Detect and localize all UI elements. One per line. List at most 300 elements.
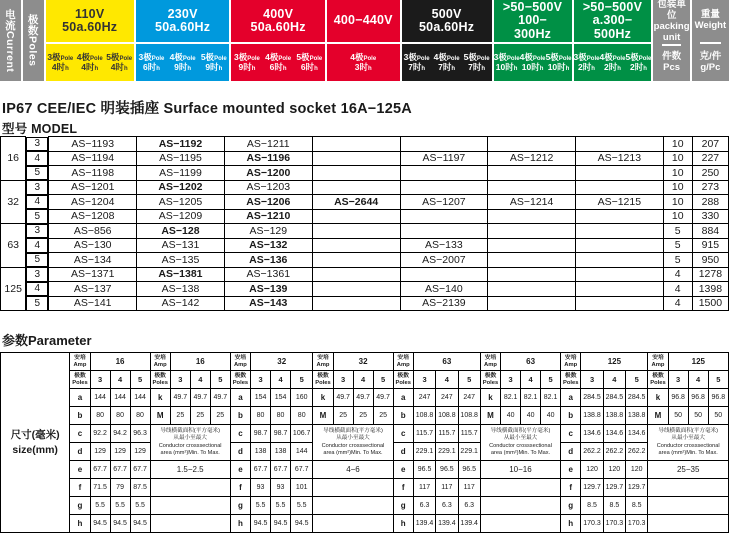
model-cell-100-300hz — [488, 180, 576, 195]
voltage-label-line: 50a.60Hz — [155, 20, 211, 34]
dimension-value: 96.8 — [668, 389, 688, 407]
poles-header-en: Poles — [482, 379, 499, 386]
pole-hour-cell — [625, 44, 651, 81]
dimension-label: M — [150, 407, 170, 425]
model-cell-400v: AS−139 — [224, 282, 312, 297]
poles-cell: 5 — [26, 253, 48, 268]
amp-header-cn: 安培 — [564, 354, 577, 361]
dimension-value: 138 — [271, 443, 291, 461]
pole-count: 4极Pole — [169, 51, 196, 62]
amp-header-cn: 安培 — [154, 354, 166, 361]
model-cell-400v: AS−143 — [224, 296, 312, 311]
model-cell-300-500hz — [575, 296, 663, 311]
model-cell-300-500hz — [575, 253, 663, 268]
pole-hour-row — [46, 42, 134, 81]
conductor-range: 10−16 — [480, 461, 560, 479]
voltage-label — [402, 0, 492, 42]
pole-hour-cell — [136, 44, 167, 81]
dimension-value: 129 — [90, 443, 110, 461]
poles-cell: 4 — [26, 195, 48, 210]
pole-count: 5极Pole — [200, 51, 227, 62]
voltage-column-110v — [46, 0, 134, 81]
model-cell-400-440v — [312, 180, 400, 195]
clock-hour: 6时h — [142, 61, 160, 72]
model-cell-110v: AS−1204 — [49, 195, 137, 210]
dimension-value: 96.3 — [130, 425, 150, 443]
model-cell-500v: AS−2007 — [400, 253, 488, 268]
dimension-value: 106.7 — [291, 425, 313, 443]
weight-cell: 1500 — [692, 296, 728, 311]
dimension-value: 6.3 — [413, 497, 435, 515]
dimension-label: f — [561, 479, 581, 497]
pole-hour-row — [327, 42, 400, 81]
dimension-value: 108.8 — [458, 407, 480, 425]
table-row — [1, 151, 729, 166]
model-cell-400-440v — [312, 224, 400, 239]
pole-number: 5 — [626, 371, 648, 389]
poles-header-cn: 极数 — [317, 372, 329, 379]
dimension-value: 5.5 — [130, 497, 150, 515]
dimension-value: 40 — [501, 407, 521, 425]
poles-header-cn: 极数 — [397, 372, 410, 379]
conductor-en2: area (mm²)Min. To Max. — [658, 449, 718, 456]
dimension-value: 96.8 — [708, 389, 728, 407]
pole-number: 3 — [581, 371, 603, 389]
poles-cell: 3 — [26, 224, 48, 239]
amp-header-label — [230, 353, 250, 371]
weight-cell: 288 — [692, 195, 728, 210]
parameter-row — [1, 497, 729, 515]
pole-hour-row — [402, 42, 492, 81]
poles-header-label — [648, 371, 668, 389]
dimension-value: 115.7 — [436, 425, 458, 443]
model-cell-400-440v — [312, 296, 400, 311]
dimension-value: 108.8 — [436, 407, 458, 425]
conductor-note — [648, 425, 729, 461]
packing-pcs-cell: 5 — [663, 238, 692, 253]
dimension-label: d — [393, 443, 413, 461]
dimension-label: e — [230, 461, 250, 479]
dimension-value: 129.7 — [626, 479, 648, 497]
size-header-cn: 尺寸(毫米) — [10, 429, 60, 442]
empty-cell — [648, 515, 729, 533]
dimension-value: 49.7 — [353, 389, 373, 407]
voltage-label-line: 400−440V — [333, 13, 393, 28]
model-cell-100-300hz — [488, 209, 576, 224]
model-cell-400v: AS−1206 — [224, 195, 312, 210]
dimension-value: 80 — [130, 407, 150, 425]
model-cell-230v: AS−1202 — [137, 180, 225, 195]
dimension-value: 138.8 — [603, 407, 625, 425]
pole-number: 3 — [413, 371, 435, 389]
packing-pcs-cn: 件数 — [662, 51, 682, 63]
pole-count: 3极Pole — [573, 51, 600, 62]
empty-cell — [480, 515, 560, 533]
amp-header-cn: 安培 — [74, 354, 86, 361]
dimension-label: k — [480, 389, 500, 407]
poles-header-label — [480, 371, 500, 389]
empty-cell — [313, 479, 393, 497]
dimension-value: 67.7 — [291, 461, 313, 479]
model-cell-500v — [400, 137, 488, 152]
amp-header-label — [648, 353, 668, 371]
pole-hour-cell — [294, 44, 325, 81]
packing-pcs-cell: 10 — [663, 151, 692, 166]
dimension-value: 93 — [271, 479, 291, 497]
packing-pcs-cell: 10 — [663, 166, 692, 181]
packing-pcs-cell: 5 — [663, 224, 692, 239]
model-cell-100-300hz: AS−1212 — [488, 151, 576, 166]
dimension-value: 92.2 — [90, 425, 110, 443]
pole-count: 4极Pole — [76, 51, 103, 62]
pole-hour-cell — [520, 44, 546, 81]
dimension-value: 50 — [708, 407, 728, 425]
dimension-value: 229.1 — [458, 443, 480, 461]
poles-header-cn: 极数 — [74, 372, 86, 379]
voltage-label-line: 50a.60Hz — [419, 20, 475, 34]
dimension-value: 6.3 — [436, 497, 458, 515]
model-cell-300-500hz — [575, 267, 663, 282]
conductor-en2: area (mm²)Min. To Max. — [323, 449, 383, 456]
dimension-value: 94.5 — [271, 515, 291, 533]
pole-hour-cell — [231, 44, 262, 81]
amp-value: 16 — [90, 353, 150, 371]
packing-pcs-cell: 10 — [663, 209, 692, 224]
pole-count: 5极Pole — [296, 51, 323, 62]
dimension-value: 262.2 — [626, 443, 648, 461]
dimension-label: g — [561, 497, 581, 515]
amperage-cell: 32 — [1, 180, 26, 224]
dimension-value: 170.3 — [581, 515, 603, 533]
pole-count: 5极Pole — [106, 51, 133, 62]
model-cell-100-300hz — [488, 267, 576, 282]
model-cell-110v: AS−1193 — [49, 137, 137, 152]
parameter-row — [1, 425, 729, 443]
clock-hour: 2时h — [629, 61, 647, 72]
dimension-value: 96.5 — [458, 461, 480, 479]
model-cell-100-300hz — [488, 238, 576, 253]
dimension-value: 80 — [110, 407, 130, 425]
pole-hour-cell — [494, 44, 520, 81]
model-cell-300-500hz — [575, 282, 663, 297]
pole-hour-cell — [402, 44, 432, 81]
model-cell-230v: AS−1199 — [137, 166, 225, 181]
dimension-value: 80 — [90, 407, 110, 425]
poles-header-en: Poles — [232, 379, 249, 386]
conductor-cn1: 导线横截面积(平方毫米) — [323, 427, 383, 434]
dimension-value: 129.7 — [581, 479, 603, 497]
dimension-value: 82.1 — [521, 389, 541, 407]
dimension-value: 96.8 — [688, 389, 708, 407]
amp-header-cn: 安培 — [397, 354, 410, 361]
dimension-value: 49.7 — [170, 389, 190, 407]
poles-header-en: Poles — [563, 379, 579, 386]
pole-count: 4极Pole — [265, 51, 292, 62]
weight-en: Weight — [694, 20, 727, 31]
pole-count: 3极Pole — [138, 51, 165, 62]
conductor-note — [480, 425, 560, 461]
packing-pcs-cell: 4 — [663, 282, 692, 297]
dimension-value: 144 — [130, 389, 150, 407]
dimension-label: h — [70, 515, 90, 533]
dimension-value: 170.3 — [626, 515, 648, 533]
poles-header-en: Poles — [72, 379, 88, 386]
dimension-value: 94.2 — [110, 425, 130, 443]
empty-cell — [150, 497, 230, 515]
model-cell-500v: AS−140 — [400, 282, 488, 297]
voltage-label — [327, 0, 400, 42]
clock-hour: 9时h — [174, 61, 192, 72]
model-cell-400-440v — [312, 282, 400, 297]
packing-unit-en1: packing — [653, 20, 690, 32]
poles-cell: 4 — [26, 282, 48, 297]
pole-number: 4 — [353, 371, 373, 389]
dimension-value: 108.8 — [413, 407, 435, 425]
voltage-label-line: >50−500V — [502, 0, 563, 14]
pole-hour-cell — [462, 44, 492, 81]
model-cell-110v: AS−1201 — [49, 180, 137, 195]
table-row — [1, 253, 729, 268]
pole-number: 4 — [688, 371, 708, 389]
amp-header-en: Amp — [316, 361, 330, 368]
dimension-value: 154 — [251, 389, 271, 407]
dimension-label: k — [150, 389, 170, 407]
conductor-range: 25−35 — [648, 461, 729, 479]
dimension-value: 117 — [436, 479, 458, 497]
table-row — [1, 296, 729, 311]
model-cell-500v — [400, 224, 488, 239]
amp-value: 32 — [333, 353, 393, 371]
dimension-value: 50 — [668, 407, 688, 425]
pole-count: 3极Pole — [47, 51, 74, 62]
poles-header-label — [70, 371, 90, 389]
dimension-value: 101 — [291, 479, 313, 497]
parameter-row — [1, 479, 729, 497]
dimension-value: 98.7 — [251, 425, 271, 443]
dimension-label: d — [70, 443, 90, 461]
pole-number: 5 — [291, 371, 313, 389]
model-cell-400-440v: AS−2644 — [312, 195, 400, 210]
amp-header-cn: 安培 — [652, 354, 664, 361]
model-section-title: 型号 MODEL — [2, 122, 78, 136]
model-cell-400v: AS−1211 — [224, 137, 312, 152]
model-cell-100-300hz — [488, 137, 576, 152]
poles-cell: 3 — [26, 180, 48, 195]
voltage-label-line: 500V — [431, 6, 462, 21]
conductor-en2: area (mm²)Min. To Max. — [490, 449, 551, 456]
packing-pcs — [662, 44, 681, 81]
amp-header-cn: 安培 — [317, 354, 329, 361]
clock-hour: 6时h — [269, 61, 287, 72]
empty-cell — [150, 479, 230, 497]
dimension-value: 6.3 — [458, 497, 480, 515]
dimension-value: 247 — [458, 389, 480, 407]
poles-cell: 4 — [26, 238, 48, 253]
pole-hour-cell — [104, 44, 133, 81]
poles-cell: 3 — [26, 137, 48, 152]
poles-cell: 5 — [26, 296, 48, 311]
model-cell-110v: AS−1198 — [49, 166, 137, 181]
voltage-label-line: a.300− — [592, 13, 633, 28]
voltage-label-line: 230V — [167, 6, 198, 21]
dimension-value: 134.6 — [626, 425, 648, 443]
voltage-label — [574, 0, 652, 42]
model-cell-230v: AS−1192 — [137, 137, 225, 152]
dimension-value: 40 — [521, 407, 541, 425]
voltage-column-50-500v-100-300hz — [494, 0, 572, 81]
poles-cell: 4 — [26, 151, 48, 166]
pole-count: 4极Pole — [350, 51, 377, 62]
pole-count: 4极Pole — [519, 51, 546, 62]
dimension-value: 5.5 — [271, 497, 291, 515]
model-cell-230v: AS−135 — [137, 253, 225, 268]
amp-header-en: Amp — [484, 361, 497, 368]
model-cell-230v: AS−1205 — [137, 195, 225, 210]
dimension-value: 67.7 — [251, 461, 271, 479]
model-cell-110v: AS−137 — [49, 282, 137, 297]
weight-title — [695, 0, 727, 42]
pole-hour-cell — [432, 44, 462, 81]
poles-header-label — [313, 371, 333, 389]
pole-hour-cell — [546, 44, 572, 81]
clock-hour: 9时h — [238, 61, 256, 72]
weight-unit-en: g/Pc — [700, 61, 721, 73]
dimension-value: 138 — [251, 443, 271, 461]
pole-number: 3 — [251, 371, 271, 389]
dimension-value: 115.7 — [413, 425, 435, 443]
dimension-value: 49.7 — [373, 389, 393, 407]
model-cell-100-300hz — [488, 296, 576, 311]
model-cell-230v: AS−142 — [137, 296, 225, 311]
dimension-value: 67.7 — [90, 461, 110, 479]
table-row — [1, 180, 729, 195]
dimension-value: 134.6 — [581, 425, 603, 443]
empty-cell — [313, 515, 393, 533]
dimension-value: 139.4 — [458, 515, 480, 533]
weight-cell: 884 — [692, 224, 728, 239]
dimension-label: g — [230, 497, 250, 515]
voltage-label-line: >50−500V — [582, 0, 643, 14]
dimension-value: 93 — [251, 479, 271, 497]
dimension-value: 8.5 — [603, 497, 625, 515]
clock-hour: 10时h — [495, 61, 518, 72]
pole-count: 4极Pole — [599, 51, 626, 62]
voltage-column-400-440v — [327, 0, 400, 81]
model-cell-110v: AS−1194 — [49, 151, 137, 166]
pole-hour-cell — [574, 44, 600, 81]
dimension-value: 94.5 — [291, 515, 313, 533]
model-cell-100-300hz — [488, 224, 576, 239]
model-cell-400-440v — [312, 209, 400, 224]
packing-pcs-en: Pcs — [663, 62, 681, 74]
amp-header-en: Amp — [396, 361, 410, 368]
poles-cell: 5 — [26, 166, 48, 181]
model-cell-400-440v — [312, 151, 400, 166]
amp-header-label — [561, 353, 581, 371]
dimension-value: 117 — [458, 479, 480, 497]
weight-cell: 250 — [692, 166, 728, 181]
header-label-current — [0, 0, 21, 81]
model-cell-400v: AS−136 — [224, 253, 312, 268]
model-cell-500v — [400, 209, 488, 224]
model-cell-400v: AS−129 — [224, 224, 312, 239]
model-cell-500v: AS−133 — [400, 238, 488, 253]
dimension-value: 25 — [210, 407, 230, 425]
dimension-value: 229.1 — [436, 443, 458, 461]
poles-cell: 5 — [26, 209, 48, 224]
dimension-label: h — [230, 515, 250, 533]
model-cell-110v: AS−1208 — [49, 209, 137, 224]
dimension-label: f — [230, 479, 250, 497]
amp-header-cn: 安培 — [484, 354, 497, 361]
dimension-value: 5.5 — [291, 497, 313, 515]
voltage-label-line: 400V — [263, 6, 294, 21]
dimension-label: e — [393, 461, 413, 479]
poles-header-cn: 极数 — [652, 372, 664, 379]
clock-hour: 4时h — [81, 61, 99, 72]
pole-number: 4 — [110, 371, 130, 389]
dimension-label: b — [70, 407, 90, 425]
conductor-cn1: 导线横截面积(平方毫米) — [658, 427, 719, 434]
pole-number: 4 — [521, 371, 541, 389]
table-row — [1, 195, 729, 210]
size-header — [1, 353, 70, 533]
dimension-label: b — [393, 407, 413, 425]
table-row — [1, 137, 729, 152]
pole-count: 5极Pole — [463, 51, 490, 62]
conductor-note — [313, 425, 393, 461]
conductor-en1: Conductor crosssectional — [656, 442, 720, 449]
dimension-value: 120 — [581, 461, 603, 479]
dimension-value: 94.5 — [110, 515, 130, 533]
dimension-label: g — [70, 497, 90, 515]
model-cell-110v: AS−1371 — [49, 267, 137, 282]
amp-header-cn: 安培 — [234, 354, 247, 361]
table-row — [1, 267, 729, 282]
pole-number: 3 — [333, 371, 353, 389]
conductor-cn2: 从最小至最大 — [503, 435, 538, 442]
clock-hour: 2时h — [604, 61, 621, 72]
amperage-cell: 63 — [1, 224, 26, 268]
amp-header-en: Amp — [73, 361, 87, 368]
packing-pcs-cell: 4 — [663, 267, 692, 282]
amperage-cell: 16 — [1, 137, 26, 181]
dimension-value: 49.7 — [190, 389, 210, 407]
dimension-value: 50 — [688, 407, 708, 425]
dimension-value: 144 — [90, 389, 110, 407]
pole-number: 5 — [210, 371, 230, 389]
packing-pcs-cell: 10 — [663, 137, 692, 152]
dimension-value: 229.1 — [413, 443, 435, 461]
voltage-label-line: 50a.60Hz — [250, 20, 306, 34]
model-cell-100-300hz — [488, 253, 576, 268]
clock-hour: 9时h — [205, 61, 223, 72]
page-title: IP67 CEE/IEC 明装插座 Surface mounted socket 16A−125A — [2, 101, 412, 117]
clock-hour: 3时h — [354, 61, 372, 72]
amp-value: 63 — [413, 353, 480, 371]
pole-count: 3极Pole — [233, 51, 260, 62]
parameter-row — [1, 371, 729, 389]
model-cell-300-500hz — [575, 224, 663, 239]
dimension-value: 82.1 — [541, 389, 561, 407]
dimension-value: 40 — [541, 407, 561, 425]
pole-number: 5 — [458, 371, 480, 389]
dimension-value: 79 — [110, 479, 130, 497]
model-cell-230v: AS−1209 — [137, 209, 225, 224]
dimension-value: 129 — [130, 443, 150, 461]
parameter-row — [1, 389, 729, 407]
dimension-value: 94.5 — [90, 515, 110, 533]
